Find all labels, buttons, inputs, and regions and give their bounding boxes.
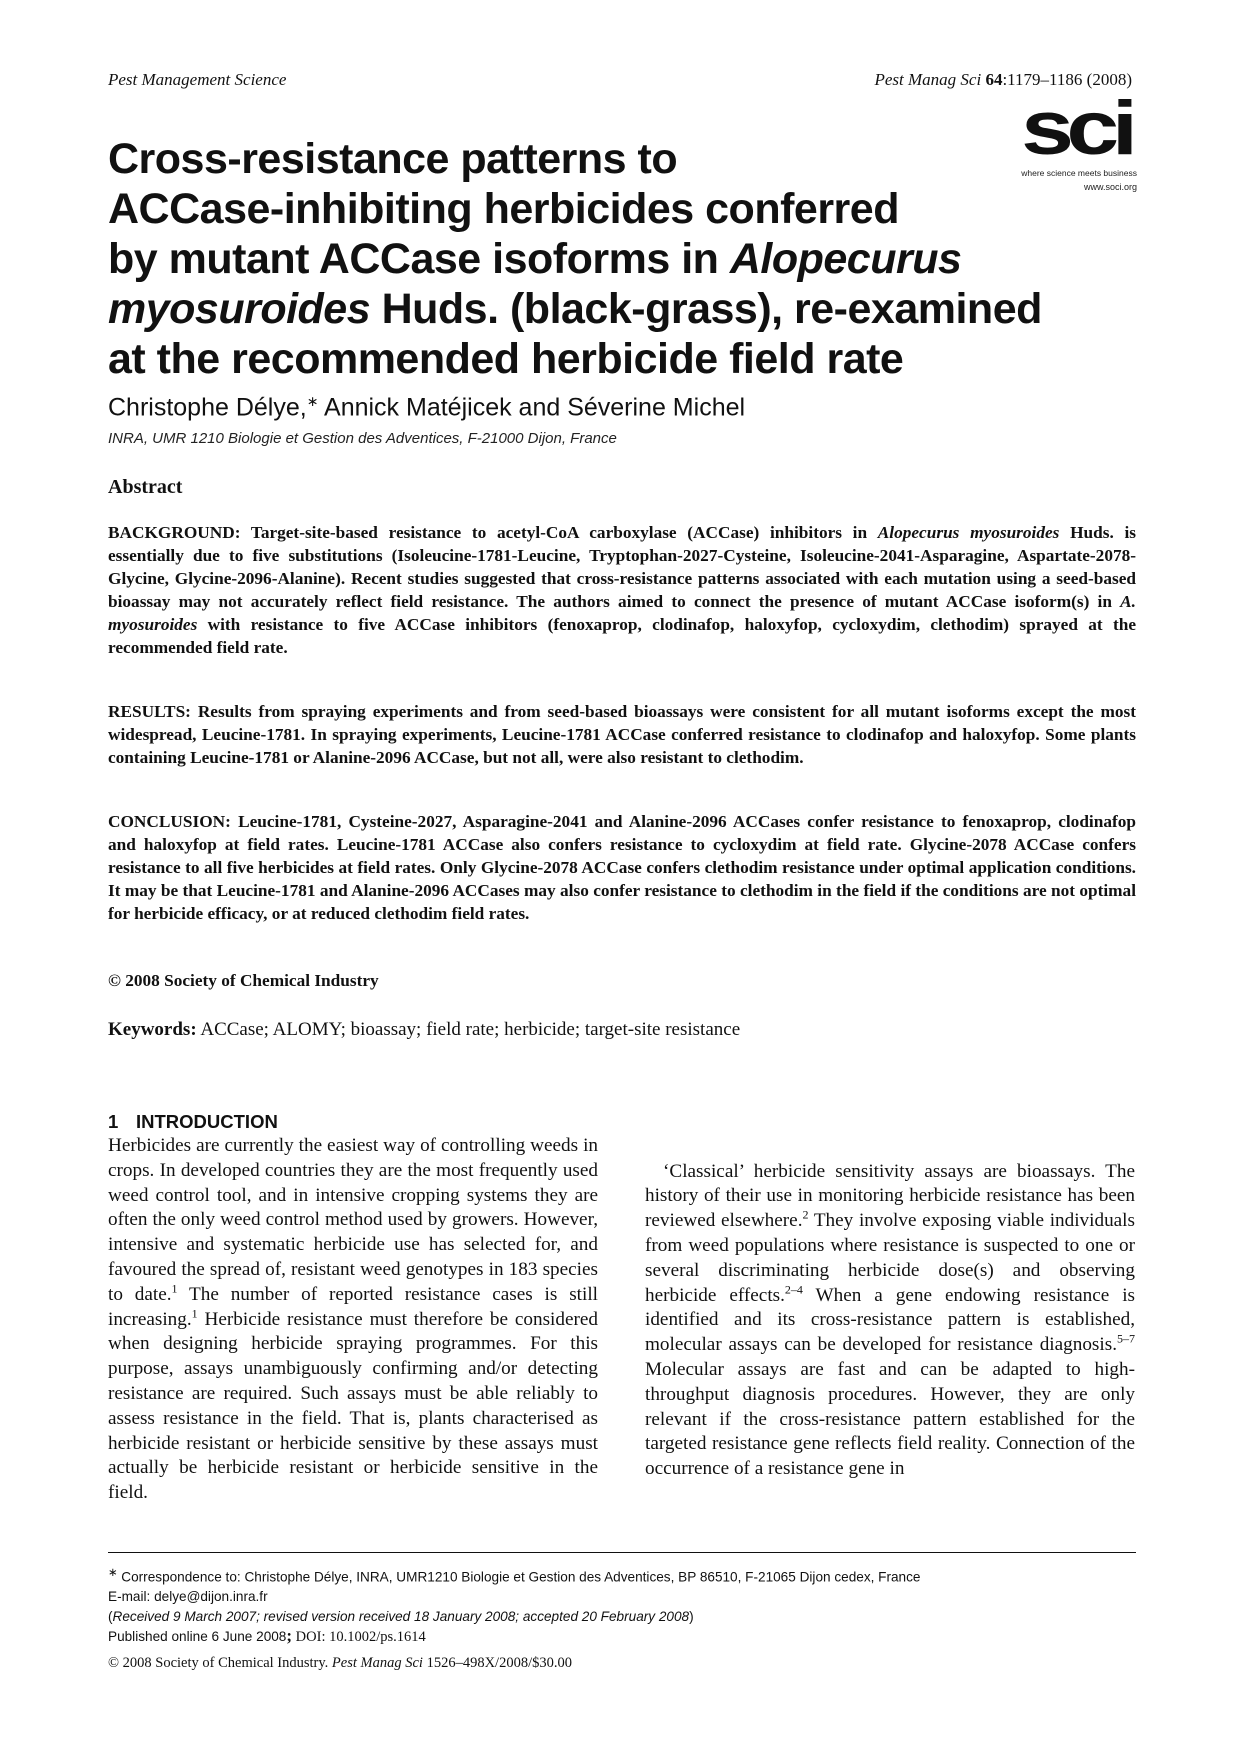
article-title xyxy=(108,134,1148,384)
title-line-3: by mutant ACCase isoforms in Alopecurus xyxy=(108,235,962,283)
citation-ref[interactable]: 1 xyxy=(191,1306,198,1321)
correspondence-note: ∗ Correspondence to: Christophe Délye, INRA, UMR1210 Biologie et Gestion des Adventices, BP 86510, F-21065 Dijon cedex, France xyxy=(108,1567,921,1585)
title-line-4: myosuroides Huds. (black-grass), re-examined xyxy=(108,285,1042,333)
title-line-1: Cross-resistance patterns to xyxy=(108,135,678,183)
abstract-background: BACKGROUND: Target-site-based resistance to acetyl-CoA carboxylase (ACCase) inhibitors in Alopecurus myosuroides Huds. is essentially due to five substitutions (Isoleucine-1781-Leucine, Tryptophan-2027-Cysteine, Isoleucine-2041-Asparagine, Aspartate-2078-Glycine, Glycine-2096-Alanine). Recent studies suggested that cross-resistance patterns associated with each mutation using a seed-based bioassay may not accurately reflect field resistance. The authors aimed to connect the presence of mutant ACCase isoform(s) in A. myosuroides with resistance to five ACCase inhibitors (fenoxaprop, clodinafop, haloxyfop, cycloxydim, clethodim) sprayed at the recommended field rate. xyxy=(108,523,1136,657)
author-1: Christophe Délye, xyxy=(108,393,307,422)
section-heading-introduction: 1 INTRODUCTION xyxy=(108,1111,278,1132)
keywords xyxy=(108,1019,740,1041)
footnote-divider xyxy=(108,1552,1136,1553)
abstract-conclusion: CONCLUSION: Leucine-1781, Cysteine-2027, Asparagine-2041 and Alanine-2096 ACCases confer resistance to fenoxaprop, clodinafop and haloxyfop at field rates. Leucine-1781 ACCase also confers resistance to cycloxydim at field rate. Glycine-2078 ACCase confers resistance to all five herbicides at field rates. Only Glycine-2078 ACCase confers clethodim resistance under optimal application conditions. It may be that Leucine-1781 and Alanine-2096 ACCases may also confer resistance to clethodim in the field if the conditions are not optimal for herbicide efficacy, or at reduced clethodim field rates. xyxy=(108,812,1136,923)
keywords-list: ACCase; ALOMY; bioassay; field rate; herbicide; target-site resistance xyxy=(196,1019,741,1040)
body-column-right xyxy=(645,1110,1135,1482)
title-line-2: ACCase-inhibiting herbicides conferred xyxy=(108,185,899,233)
email-note[interactable]: E-mail: delye@dijon.inra.fr xyxy=(108,1589,268,1605)
volume: 64 xyxy=(985,70,1003,89)
doi-link[interactable]: 10.1002/ps.1614 xyxy=(329,1629,426,1646)
affiliation: INRA, UMR 1210 Biologie et Gestion des Adventices, F-21000 Dijon, France xyxy=(108,430,617,447)
sci-logo-mark: sci xyxy=(1021,86,1131,171)
intro-paragraph-2: ‘Classical’ herbicide sensitivity assays are bioassays. The history of their use in monitoring herbicide resistance has been reviewed elsewhere.$^2$ They involve exposing viable individuals from weed populations where resistance is suspected to one or several discriminating herbicide dose(s) and observing herbicide effects.$^{2-4}$ When a gene endowing resistance is identified and its cross-resistance pattern is established, molecular assays can be developed for resistance diagnosis.$^{5-7}$ Molecular assays are fast and can be adapted to high-throughput diagnosis procedures. However, they are only relevant if the cross-resistance pattern established for the targeted resistance gene reflects field reality. Connection of the occurrence of a resistance gene in xyxy=(645,1160,1135,1480)
keywords-label: Keywords: xyxy=(108,1019,197,1040)
intro-paragraph-1: Herbicides are currently the easiest way of controlling weeds in crops. In developed countries they are the most frequently used weed control tool, and in intensive cropping systems they are often the only weed control method used by growers. However, intensive and systematic herbicide use has selected for, and favoured the spread of, resistant weed genotypes in 183 species to date.$^1$ The number of reported resistance cases is still increasing.$^1$ Herbicide resistance must therefore be considered when designing herbicide spraying programmes. For this purpose, assays unambiguously confirming and/or detecting resistance are required. Such assays must be able reliably to assess resistance in the field. That is, plants characterised as herbicide resistant or herbicide sensitive by these assays must actually be herbicide resistant or herbicide sensitive in the field. xyxy=(108,1135,598,1504)
citation-ref[interactable]: 2–4 xyxy=(784,1282,803,1297)
running-head xyxy=(108,70,1132,94)
abstract-copyright: © 2008 Society of Chemical Industry xyxy=(108,971,379,990)
page-footer: © 2008 Society of Chemical Industry. Pest Manag Sci 1526–498X/2008/$30.00 xyxy=(108,1655,572,1671)
sci-logo-tagline: where science meets business xyxy=(1021,168,1137,178)
sci-logo-url: www.soci.org xyxy=(1083,182,1137,192)
citation-ref[interactable]: 1 xyxy=(171,1281,178,1296)
corresponding-author-mark: ∗ xyxy=(306,393,319,409)
authors xyxy=(108,393,745,422)
title-line-5: at the recommended herbicide field rate xyxy=(108,335,904,383)
other-authors: Annick Matéjicek and Séverine Michel xyxy=(318,393,746,422)
citation-ref[interactable]: 5–7 xyxy=(1117,1331,1135,1346)
body-column-left xyxy=(108,1110,598,1506)
publication-info: Published online 6 June 2008; DOI: 10.1002/ps.1614 xyxy=(108,1626,426,1646)
journal-citation: Pest Manag Sci 64:1179–1186 (2008) xyxy=(874,70,1132,89)
abstract-results: RESULTS: Results from spraying experiments and from seed-based bioassays were consistent for all mutant isoforms except the most widespread, Leucine-1781. In spraying experiments, Leucine-1781 ACCase conferred resistance to clodinafop and haloxyfop. Some plants containing Leucine-1781 or Alanine-2096 ACCase, but not all, were also resistant to clethodim. xyxy=(108,702,1136,767)
abstract-heading: Abstract xyxy=(108,476,183,498)
pages: :1179–1186 (2008) xyxy=(1002,70,1132,89)
citation-ref[interactable]: 2 xyxy=(802,1207,809,1222)
journal-name: Pest Management Science xyxy=(108,70,287,89)
received-dates: (Received 9 March 2007; revised version received 18 January 2008; accepted 20 February 2008) xyxy=(108,1608,694,1624)
footnotes xyxy=(108,1564,1136,1648)
